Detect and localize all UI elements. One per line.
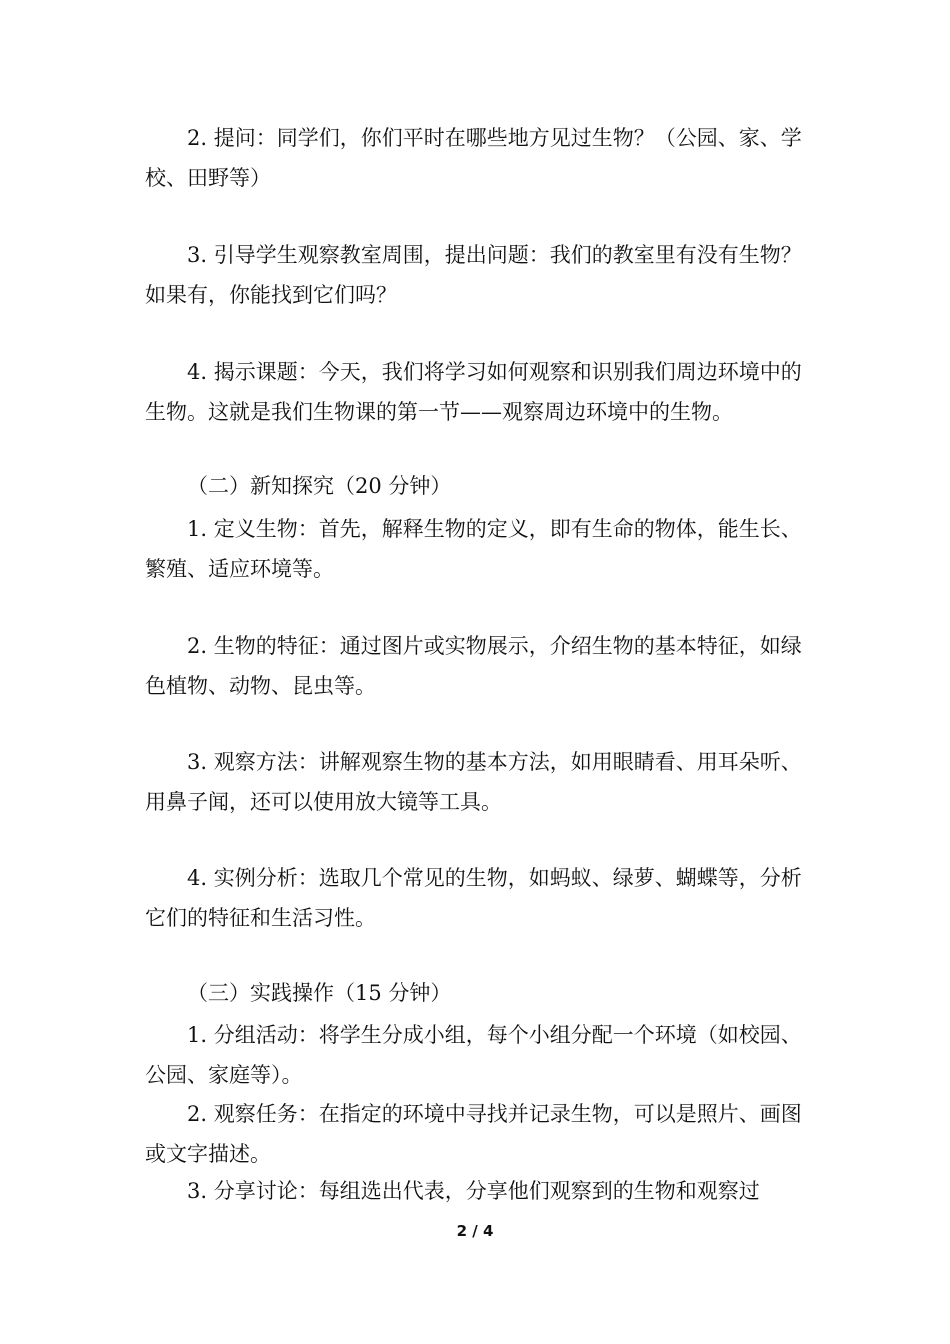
list-item: 3. 分享讨论：每组选出代表，分享他们观察到的生物和观察过: [187, 1179, 760, 1203]
section-heading-practice: （三）实践操作（15 分钟）: [187, 981, 452, 1005]
page-number: 2 / 4: [456, 1222, 494, 1240]
list-item: 1. 定义生物：首先，解释生物的定义，即有生命的物体，能生长、繁殖、适应环境等。: [145, 517, 802, 581]
list-item: 4. 实例分析：选取几个常见的生物，如蚂蚁、绿萝、蝴蝶等，分析它们的特征和生活习性。: [145, 866, 802, 930]
section-heading-new-knowledge: （二）新知探究（20 分钟）: [187, 474, 452, 498]
list-item: 2. 生物的特征：通过图片或实物展示，介绍生物的基本特征，如绿色植物、动物、昆虫等。: [145, 634, 802, 698]
list-item: 3. 观察方法：讲解观察生物的基本方法，如用眼睛看、用耳朵听、用鼻子闻，还可以使用放大镜等工具。: [145, 750, 802, 814]
list-item: 2. 观察任务：在指定的环境中寻找并记录生物，可以是照片、画图或文字描述。: [145, 1102, 802, 1166]
paragraph-observe-classroom: 3. 引导学生观察教室周围，提出问题：我们的教室里有没有生物？如果有，你能找到它们吗？: [145, 243, 802, 307]
paragraph-reveal-topic: 4. 揭示课题：今天，我们将学习如何观察和识别我们周边环境中的生物。这就是我们生物课的第一节——观察周边环境中的生物。: [145, 360, 802, 424]
paragraph-question: 2. 提问：同学们，你们平时在哪些地方见过生物？（公园、家、学校、田野等）: [145, 126, 802, 190]
list-item: 1. 分组活动：将学生分成小组，每个小组分配一个环境（如校园、公园、家庭等）。: [145, 1023, 802, 1087]
